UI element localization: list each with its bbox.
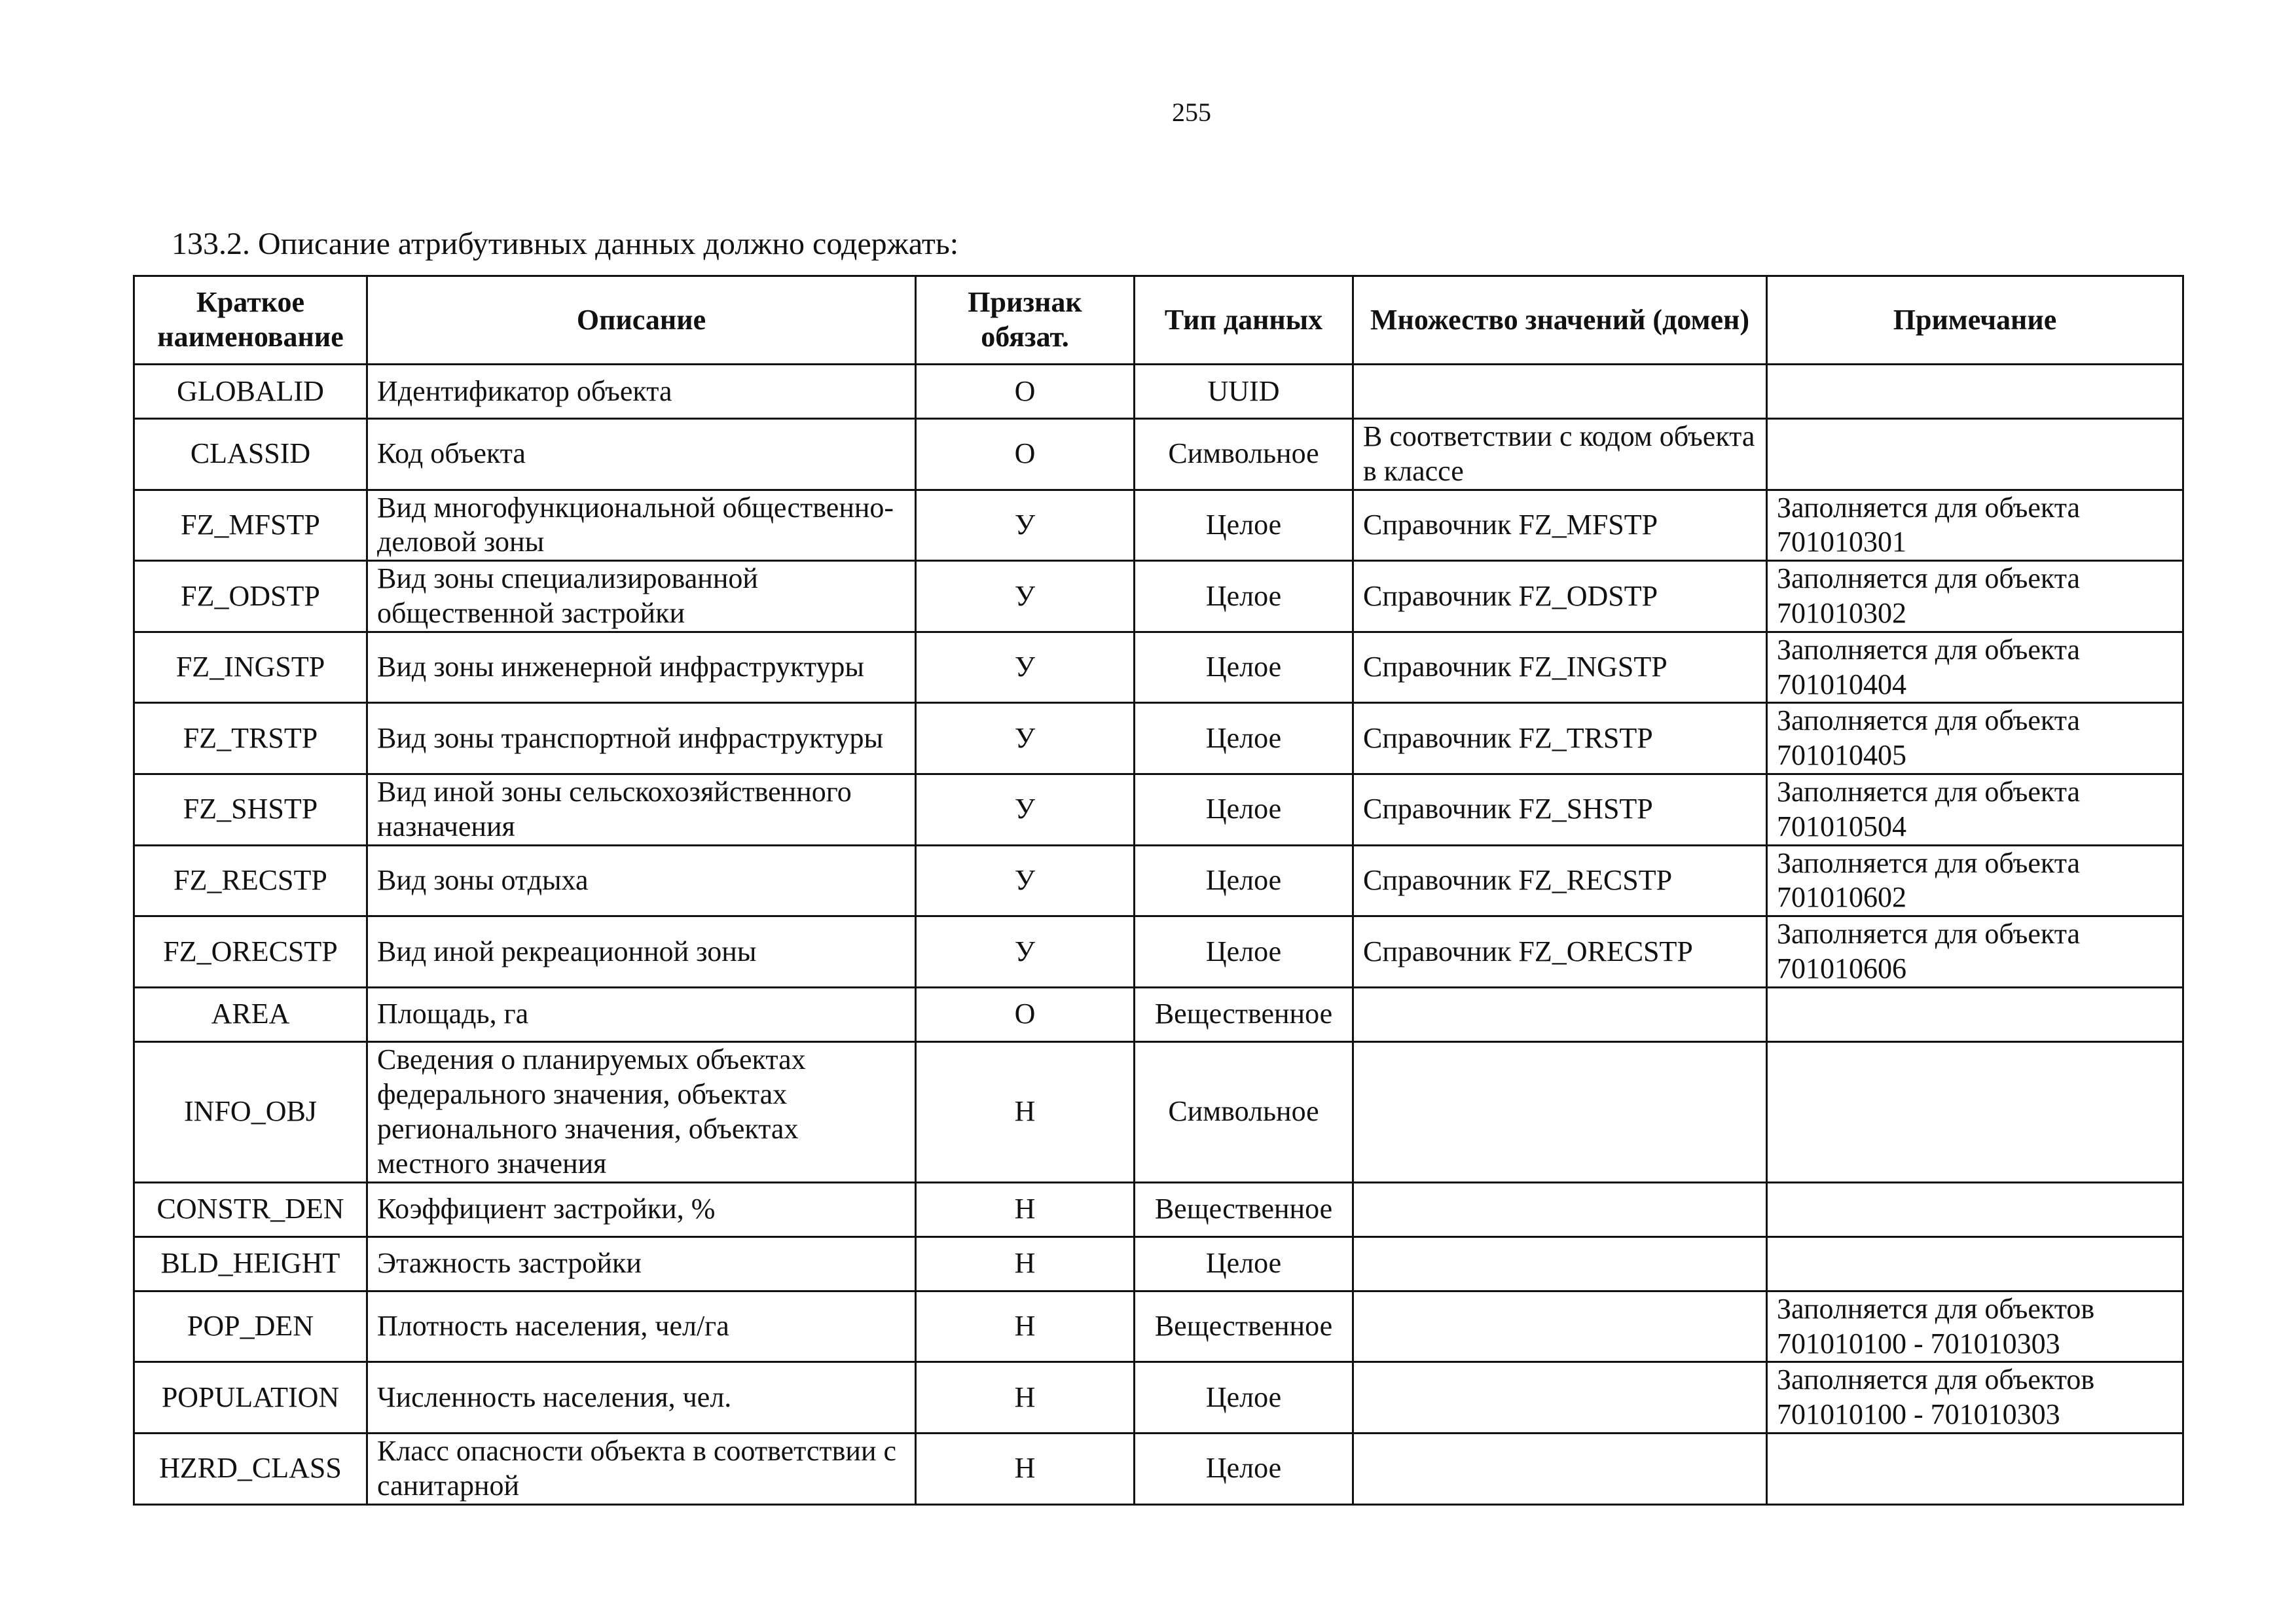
cell-name: FZ_SHSTP <box>134 774 367 845</box>
header-required: Признак обязат. <box>916 276 1135 365</box>
cell-note: Заполняется для объекта 701010302 <box>1767 561 2183 632</box>
cell-description: Вид иной рекреационной зоны <box>367 916 916 988</box>
cell-note: Заполняется для объекта 701010404 <box>1767 632 2183 703</box>
cell-domain <box>1353 1236 1767 1291</box>
cell-domain: Справочник FZ_ODSTP <box>1353 561 1767 632</box>
cell-required: О <box>916 419 1135 490</box>
cell-domain <box>1353 1362 1767 1434</box>
cell-description: Вид зоны специализированной общественной застройки <box>367 561 916 632</box>
cell-name: FZ_ORECSTP <box>134 916 367 988</box>
cell-note: Заполняется для объектов 701010100 - 701010303 <box>1767 1362 2183 1434</box>
table-row <box>134 490 2183 561</box>
cell-note: Заполняется для объекта 701010504 <box>1767 774 2183 845</box>
cell-type: Целое <box>1135 916 1353 988</box>
cell-description: Плотность населения, чел/га <box>367 1291 916 1362</box>
table-row <box>134 1362 2183 1434</box>
cell-name: POPULATION <box>134 1362 367 1434</box>
table-row <box>134 703 2183 774</box>
cell-required: О <box>916 987 1135 1041</box>
table-row <box>134 632 2183 703</box>
cell-name: FZ_TRSTP <box>134 703 367 774</box>
cell-required: У <box>916 632 1135 703</box>
cell-required: У <box>916 561 1135 632</box>
table-row <box>134 845 2183 916</box>
cell-name: CLASSID <box>134 419 367 490</box>
table-row <box>134 916 2183 988</box>
table-row <box>134 987 2183 1041</box>
cell-note: Заполняется для объекта 701010405 <box>1767 703 2183 774</box>
cell-type: Целое <box>1135 774 1353 845</box>
cell-note <box>1767 1182 2183 1236</box>
cell-note: Заполняется для объекта 701010602 <box>1767 845 2183 916</box>
cell-type: UUID <box>1135 365 1353 419</box>
cell-name: BLD_HEIGHT <box>134 1236 367 1291</box>
cell-description: Идентификатор объекта <box>367 365 916 419</box>
cell-name: POP_DEN <box>134 1291 367 1362</box>
cell-required: Н <box>916 1182 1135 1236</box>
cell-required: Н <box>916 1433 1135 1504</box>
cell-name: FZ_MFSTP <box>134 490 367 561</box>
attribute-table <box>133 275 2184 1506</box>
section-title: 133.2. Описание атрибутивных данных должно содержать: <box>172 226 959 261</box>
table-row <box>134 419 2183 490</box>
table-row <box>134 561 2183 632</box>
cell-description: Вид зоны транспортной инфраструктуры <box>367 703 916 774</box>
cell-note <box>1767 987 2183 1041</box>
cell-type: Вещественное <box>1135 987 1353 1041</box>
cell-note <box>1767 1433 2183 1504</box>
cell-required: О <box>916 365 1135 419</box>
cell-name: FZ_ODSTP <box>134 561 367 632</box>
cell-type: Целое <box>1135 490 1353 561</box>
cell-domain: Справочник FZ_MFSTP <box>1353 490 1767 561</box>
cell-description: Класс опасности объекта в соответствии с санитарной <box>367 1433 916 1504</box>
cell-description: Вид зоны отдыха <box>367 845 916 916</box>
cell-required: Н <box>916 1362 1135 1434</box>
cell-type: Целое <box>1135 1362 1353 1434</box>
cell-domain: Справочник FZ_INGSTP <box>1353 632 1767 703</box>
header-data-type: Тип данных <box>1135 276 1353 365</box>
cell-domain: Справочник FZ_SHSTP <box>1353 774 1767 845</box>
cell-domain <box>1353 1291 1767 1362</box>
cell-note: Заполняется для объекта 701010301 <box>1767 490 2183 561</box>
cell-name: HZRD_CLASS <box>134 1433 367 1504</box>
cell-name: AREA <box>134 987 367 1041</box>
cell-note: Заполняется для объекта 701010606 <box>1767 916 2183 988</box>
cell-name: FZ_INGSTP <box>134 632 367 703</box>
cell-type: Символьное <box>1135 419 1353 490</box>
cell-domain: Справочник FZ_TRSTP <box>1353 703 1767 774</box>
page-number: 255 <box>1172 98 1211 127</box>
cell-domain: Справочник FZ_RECSTP <box>1353 845 1767 916</box>
cell-description: Вид зоны инженерной инфраструктуры <box>367 632 916 703</box>
table-row <box>134 1041 2183 1182</box>
cell-description: Площадь, га <box>367 987 916 1041</box>
header-description: Описание <box>367 276 916 365</box>
cell-domain: Справочник FZ_ORECSTP <box>1353 916 1767 988</box>
cell-note <box>1767 365 2183 419</box>
cell-required: У <box>916 774 1135 845</box>
cell-name: FZ_RECSTP <box>134 845 367 916</box>
table-row <box>134 774 2183 845</box>
cell-name: GLOBALID <box>134 365 367 419</box>
cell-description: Сведения о планируемых объектах федерального значения, объектах регионального значения, объектах местного значения <box>367 1041 916 1182</box>
cell-note <box>1767 419 2183 490</box>
cell-description: Численность населения, чел. <box>367 1362 916 1434</box>
header-domain: Множество значений (домен) <box>1353 276 1767 365</box>
cell-note <box>1767 1236 2183 1291</box>
cell-type: Целое <box>1135 1236 1353 1291</box>
cell-description: Этажность застройки <box>367 1236 916 1291</box>
table-row <box>134 1291 2183 1362</box>
cell-domain <box>1353 987 1767 1041</box>
cell-description: Вид иной зоны сельскохозяйственного назначения <box>367 774 916 845</box>
cell-type: Целое <box>1135 845 1353 916</box>
cell-domain <box>1353 1041 1767 1182</box>
cell-name: INFO_OBJ <box>134 1041 367 1182</box>
cell-domain <box>1353 1182 1767 1236</box>
cell-domain <box>1353 365 1767 419</box>
cell-required: Н <box>916 1041 1135 1182</box>
table-row <box>134 365 2183 419</box>
cell-type: Целое <box>1135 1433 1353 1504</box>
cell-domain: В соответствии с кодом объекта в классе <box>1353 419 1767 490</box>
cell-type: Целое <box>1135 632 1353 703</box>
table-row <box>134 1433 2183 1504</box>
cell-type: Целое <box>1135 561 1353 632</box>
cell-required: У <box>916 916 1135 988</box>
table-header-row <box>134 276 2183 365</box>
cell-description: Код объекта <box>367 419 916 490</box>
cell-type: Символьное <box>1135 1041 1353 1182</box>
cell-type: Целое <box>1135 703 1353 774</box>
table-row <box>134 1182 2183 1236</box>
cell-required: У <box>916 703 1135 774</box>
cell-required: Н <box>916 1291 1135 1362</box>
cell-description: Коэффициент застройки, % <box>367 1182 916 1236</box>
cell-note <box>1767 1041 2183 1182</box>
cell-type: Вещественное <box>1135 1291 1353 1362</box>
cell-required: У <box>916 490 1135 561</box>
header-short-name: Краткое наименование <box>134 276 367 365</box>
cell-description: Вид многофункциональной общественно-деловой зоны <box>367 490 916 561</box>
table-row <box>134 1236 2183 1291</box>
cell-required: Н <box>916 1236 1135 1291</box>
cell-type: Вещественное <box>1135 1182 1353 1236</box>
cell-domain <box>1353 1433 1767 1504</box>
cell-name: CONSTR_DEN <box>134 1182 367 1236</box>
cell-note: Заполняется для объектов 701010100 - 701010303 <box>1767 1291 2183 1362</box>
header-note: Примечание <box>1767 276 2183 365</box>
cell-required: У <box>916 845 1135 916</box>
